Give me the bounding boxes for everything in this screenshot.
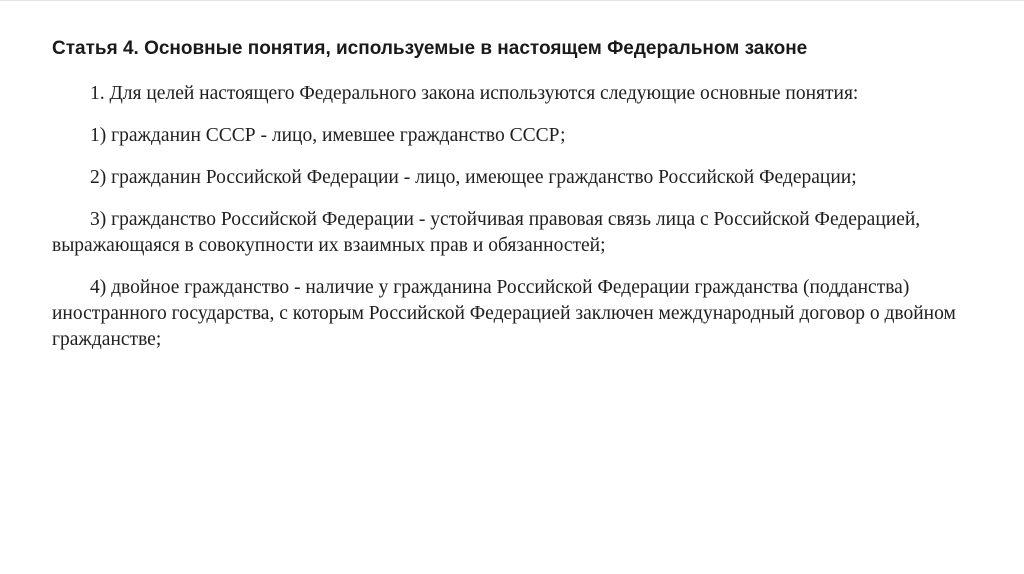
top-divider xyxy=(0,0,1024,1)
article-heading: Статья 4. Основные понятия, используемые в настоящем Федеральном законе xyxy=(52,38,808,59)
paragraph-item-3: 3) гражданство Российской Федерации - устойчивая правовая связь лица с Российской Федерацией, выражающаяся в совокупности их взаимных прав и обязанностей; xyxy=(52,209,921,256)
paragraph-item-1: 1) гражданин СССР - лицо, имевшее гражданство СССР; xyxy=(90,125,566,146)
paragraph-item-2: 2) гражданин Российской Федерации - лицо, имеющее гражданство Российской Федерации; xyxy=(90,167,857,188)
document-page xyxy=(52,36,982,556)
paragraph-item-4: 4) двойное гражданство - наличие у гражданина Российской Федерации гражданства (подданства) иностранного государства, с которым Российской Федерацией заключен международный договор о двойном гражданстве; xyxy=(52,277,956,350)
paragraph-intro: 1. Для целей настоящего Федерального закона используются следующие основные понятия: xyxy=(90,83,859,104)
article-body xyxy=(52,81,982,353)
